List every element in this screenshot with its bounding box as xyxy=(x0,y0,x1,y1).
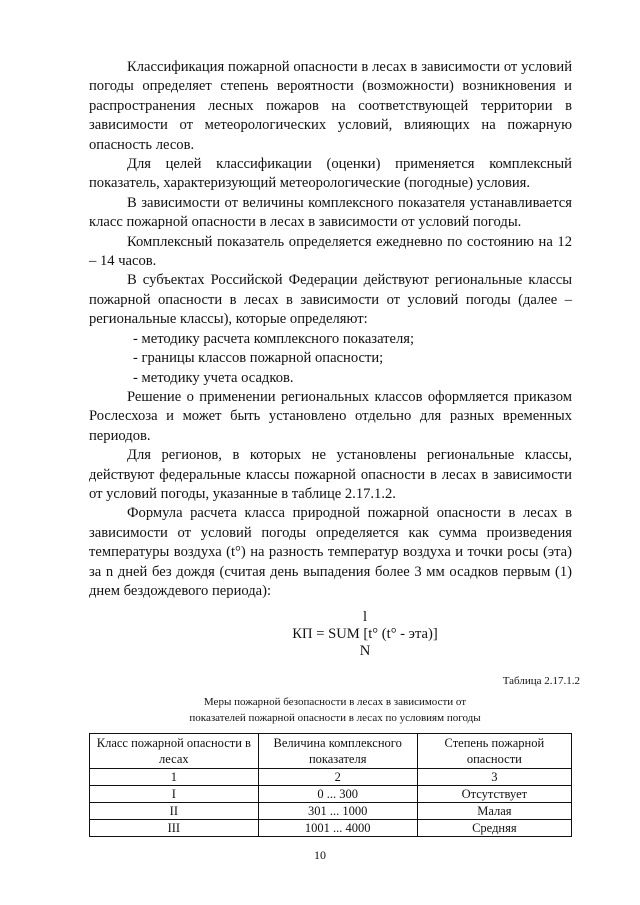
paragraph-class-dependency: В зависимости от величины комплексного показателя устанавливается класс пожарной опасности в лесах в зависимости от условий погоды. xyxy=(89,194,572,231)
table-header-cell: Класс пожарной опасности в лесах xyxy=(90,734,259,769)
list-item: - методику учета осадков. xyxy=(133,369,294,386)
list-item: - методику расчета комплексного показателя; xyxy=(133,330,415,347)
table-cell: III xyxy=(90,820,259,837)
table-cell: I xyxy=(90,786,259,803)
page-number: 10 xyxy=(314,848,326,862)
table-cell: 2 xyxy=(258,769,417,786)
paragraph-purpose: Для целей классификации (оценки) применяется комплексный показатель, характеризующий метеорологические (погодные) условия. xyxy=(89,156,572,192)
formula-lower-limit: N xyxy=(359,643,371,659)
table-cell: 1001 ... 4000 xyxy=(258,820,417,837)
table-header-cell: Величина комплексного показателя xyxy=(258,734,417,769)
paragraph-daily-measure: Комплексный показатель определяется ежедневно по состоянию на 12 – 14 часов. xyxy=(89,233,572,270)
paragraph-classification: Классификация пожарной опасности в лесах в зависимости от условий погоды определяет степень вероятности (возможности) возникновения и распространения лесных пожаров на соответствующей территории в зависимости от метеорологических условий, влияющих на пожарную опасность лесов. xyxy=(89,59,572,153)
table-row xyxy=(90,803,572,820)
table-cell: 3 xyxy=(417,769,571,786)
table-title xyxy=(170,694,500,726)
table-cell: 0 ... 300 xyxy=(258,786,417,803)
table-row xyxy=(90,769,572,786)
table-cell: 1 xyxy=(90,769,259,786)
table-row xyxy=(90,820,572,837)
paragraph-regional-classes: В субъектах Российской Федерации действуют региональные классы пожарной опасности в лесах в зависимости от условий погоды (далее – региональные классы), которые определяют: xyxy=(89,272,572,328)
table-cell: Отсутствует xyxy=(417,786,571,803)
table-row xyxy=(90,786,572,803)
table-header-row xyxy=(90,734,572,769)
fire-danger-table xyxy=(89,733,572,837)
table-cell: Средняя xyxy=(417,820,571,837)
formula-upper-limit: l xyxy=(362,609,368,625)
formula xyxy=(250,609,480,660)
paragraph-federal-classes: Для регионов, в которых не установлены региональные классы, действуют федеральные классы пожарной опасности в лесах в зависимости от условий погоды, указанные в таблице 2.17.1.2. xyxy=(89,447,572,502)
table-title-line: показателей пожарной опасности в лесах по условиям погоды xyxy=(189,712,481,724)
formula-expression: КП = SUM [t° (t° - эта)] xyxy=(292,626,438,642)
table-cell: 301 ... 1000 xyxy=(258,803,417,820)
table-title-line: Меры пожарной безопасности в лесах в зависимости от xyxy=(203,696,467,708)
list-item: - границы классов пожарной опасности; xyxy=(133,350,384,367)
body-text xyxy=(89,58,572,601)
table-number: Таблица 2.17.1.2 xyxy=(502,675,580,687)
table-cell: Малая xyxy=(417,803,571,820)
table-cell: II xyxy=(90,803,259,820)
table-header-cell: Степень пожарной опасности xyxy=(417,734,571,769)
paragraph-formula-description: Формула расчета класса природной пожарной опасности в лесах в зависимости от условий погоды определяется как сумма произведения температуры воздуха (t°) на разность температур воздуха и точки росы (эта) за n дней без дождя (считая день выпадения более 3 мм осадков первым (1) днем бездождевого периода): xyxy=(89,505,572,599)
paragraph-decision: Решение о применении региональных классов оформляется приказом Рослесхоза и может быть установлено отдельно для разных временных периодов. xyxy=(89,388,572,444)
